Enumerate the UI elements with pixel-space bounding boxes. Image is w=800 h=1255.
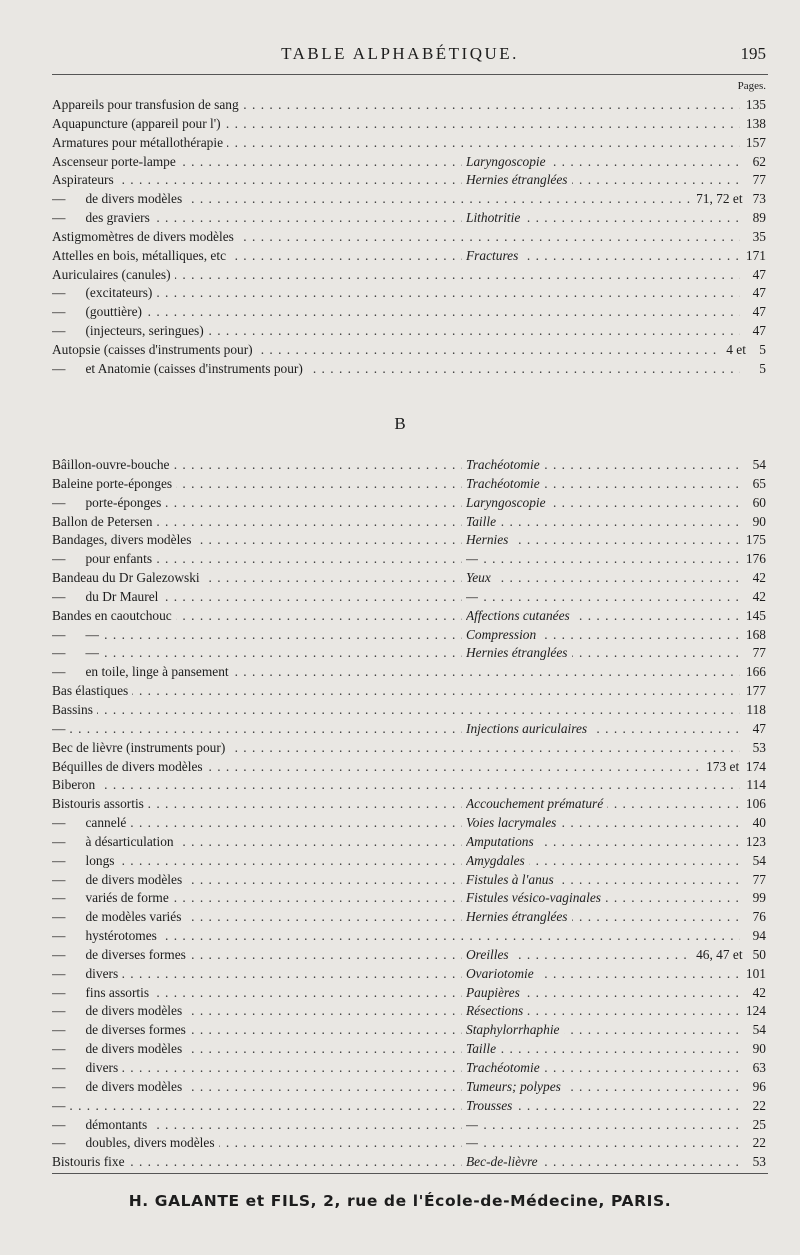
entry-pages: 47 (749, 284, 766, 303)
entry-term-text: Bandeau du Dr Galezowski (52, 570, 204, 585)
section-a-entries (0, 96, 800, 379)
entry-reference (466, 833, 740, 852)
entry-term-text: Autopsie (caisses d'instruments pour) (52, 342, 257, 357)
entry-pages: 54 (749, 1021, 766, 1040)
entry-term-text: — (excitateurs) (52, 285, 156, 300)
entry-term (52, 758, 740, 777)
entry-reference (466, 607, 740, 626)
entry-term-text: — (52, 1098, 69, 1113)
index-entry (0, 1021, 800, 1040)
entry-reference-text: Résections (466, 1003, 527, 1018)
entry-pages: 63 (749, 1059, 766, 1078)
entry-pages: 123 (742, 833, 766, 852)
entry-pages: 114 (742, 776, 766, 795)
entry-reference (466, 814, 740, 833)
index-entry (0, 1078, 800, 1097)
index-entry (0, 852, 800, 871)
entry-pages: 62 (749, 153, 766, 172)
entry-term (52, 1134, 462, 1153)
index-entry (0, 247, 800, 266)
index-entry (0, 569, 800, 588)
index-entry (0, 1059, 800, 1078)
entry-term-text: — (gouttière) (52, 304, 146, 319)
entry-reference-text: Paupières (466, 985, 524, 1000)
index-entry (0, 701, 800, 720)
entry-reference-text: Injections auriculaires (466, 721, 591, 736)
entry-reference (466, 626, 740, 645)
entry-term-text: — démontants (52, 1117, 151, 1132)
entry-term-text: Astigmomètres de divers modèles (52, 229, 238, 244)
entry-term (52, 814, 462, 833)
entry-pages: 47 (749, 322, 766, 341)
entry-term-text: — de diverses formes (52, 1022, 190, 1037)
entry-term-text: — — (52, 627, 103, 642)
index-entry (0, 984, 800, 1003)
entry-pages: 53 (749, 1153, 766, 1172)
entry-term-text: — hystérotomes (52, 928, 161, 943)
entry-pages: 171 (742, 247, 766, 266)
entry-reference-text: Taille (466, 1041, 500, 1056)
entry-term-text: Bec de lièvre (instruments pour) (52, 740, 229, 755)
entry-pages: 168 (742, 626, 766, 645)
entry-term (52, 1078, 462, 1097)
entry-term-text: — porte-éponges (52, 495, 165, 510)
entry-pages: 96 (749, 1078, 766, 1097)
header-rule (52, 74, 768, 75)
entry-term (52, 494, 462, 513)
entry-term-text: — doubles, divers modèles (52, 1135, 219, 1150)
entry-term (52, 720, 462, 739)
entry-pages: 42 (749, 588, 766, 607)
entry-term-text: — et Anatomie (caisses d'instruments pour) (52, 361, 307, 376)
index-entry (0, 550, 800, 569)
entry-term-text: — de modèles variés (52, 909, 185, 924)
index-entry (0, 776, 800, 795)
entry-pages: 4 et 5 (722, 341, 766, 360)
entry-pages: 42 (749, 984, 766, 1003)
entry-reference (466, 494, 740, 513)
entry-term-text: — de divers modèles (52, 1003, 186, 1018)
entry-reference-text: Voies lacrymales (466, 815, 560, 830)
entry-pages: 77 (749, 871, 766, 890)
index-entry (0, 171, 800, 190)
entry-reference-text: Laryngoscopie (466, 495, 550, 510)
index-entry (0, 795, 800, 814)
entry-reference (466, 247, 740, 266)
entry-pages: 54 (749, 456, 766, 475)
entry-term (52, 569, 462, 588)
entry-term-text: Bistouris assortis (52, 796, 148, 811)
entry-reference (466, 871, 740, 890)
entry-term (52, 209, 462, 228)
entry-term (52, 607, 462, 626)
entry-pages: 135 (742, 96, 766, 115)
entry-reference (466, 209, 740, 228)
entry-reference-text: Hernies étranglées (466, 645, 572, 660)
entry-term (52, 965, 462, 984)
index-entry (0, 1002, 800, 1021)
entry-reference-text: Amygdales (466, 853, 529, 868)
index-entry (0, 889, 800, 908)
entry-term (52, 663, 740, 682)
entry-term (52, 701, 740, 720)
entry-reference (466, 908, 740, 927)
entry-reference-text: Compression (466, 627, 540, 642)
entry-term (52, 776, 740, 795)
entry-reference (466, 171, 740, 190)
entry-term-text: Aspirateurs (52, 172, 118, 187)
entry-term (52, 284, 740, 303)
entry-pages: 101 (742, 965, 766, 984)
entry-term-text: Auriculaires (canules) (52, 267, 175, 282)
entry-term (52, 456, 462, 475)
entry-term-text: — — (52, 645, 103, 660)
index-entry (0, 190, 800, 209)
entry-term (52, 550, 462, 569)
entry-pages: 22 (749, 1097, 766, 1116)
index-entry (0, 626, 800, 645)
entry-term (52, 588, 462, 607)
index-entry (0, 322, 800, 341)
index-entry (0, 266, 800, 285)
entry-reference-text: Oreilles (466, 947, 513, 962)
entry-pages: 47 (749, 720, 766, 739)
index-entry (0, 153, 800, 172)
entry-reference-text: Fistules à l'anus (466, 872, 558, 887)
footer-rule (52, 1173, 768, 1174)
entry-term (52, 153, 462, 172)
entry-term (52, 1040, 462, 1059)
entry-term (52, 852, 462, 871)
entry-term-text: — fins assortis (52, 985, 153, 1000)
entry-term-text: Bassins (52, 702, 97, 717)
entry-reference-text: — (466, 551, 482, 566)
entry-term-text: — du Dr Maurel (52, 589, 162, 604)
entry-reference-text: Amputations (466, 834, 538, 849)
index-entry (0, 663, 800, 682)
entry-reference (466, 569, 740, 588)
entry-reference-text: Trousses (466, 1098, 516, 1113)
entry-reference-text: — (466, 1117, 482, 1132)
entry-pages: 46, 47 et 50 (692, 946, 766, 965)
entry-reference (466, 852, 740, 871)
entry-reference (466, 1116, 740, 1135)
index-entry (0, 739, 800, 758)
entry-term (52, 927, 740, 946)
index-entry (0, 758, 800, 777)
entry-reference-text: Bec-de-lièvre (466, 1154, 542, 1169)
entry-term-text: Bandes en caoutchouc (52, 608, 176, 623)
entry-term-text: Baleine porte-éponges (52, 476, 176, 491)
entry-pages: 173 et 174 (702, 758, 766, 777)
entry-term (52, 134, 740, 153)
index-entry (0, 531, 800, 550)
index-entry (0, 513, 800, 532)
entry-term-text: Aquapuncture (appareil pour l') (52, 116, 225, 131)
entry-pages: 177 (742, 682, 766, 701)
entry-reference-text: Tumeurs; polypes (466, 1079, 565, 1094)
entry-pages: 42 (749, 569, 766, 588)
entry-reference-text: Accouchement prématuré (466, 796, 607, 811)
index-entry (0, 134, 800, 153)
entry-reference (466, 965, 740, 984)
index-entry (0, 228, 800, 247)
footer-publisher: H. GALANTE et FILS, 2, rue de l'École-de-Médecine, PARIS. (128, 1192, 672, 1210)
entry-term (52, 266, 740, 285)
index-entry (0, 1134, 800, 1153)
entry-term-text: — en toile, linge à pansement (52, 664, 233, 679)
entry-reference-text: Yeux (466, 570, 495, 585)
entry-reference-text: Trachéotomie (466, 457, 544, 472)
page-header-title: TABLE ALPHABÉTIQUE. (281, 44, 519, 63)
entry-reference-text: Taille (466, 514, 500, 529)
entry-reference (466, 889, 740, 908)
entry-pages: 54 (749, 852, 766, 871)
entry-term-text: Armatures pour métallothérapie (52, 135, 227, 150)
entry-pages: 65 (749, 475, 766, 494)
index-entry (0, 1153, 800, 1172)
entry-term (52, 1116, 462, 1135)
section-letter-b: B (394, 414, 406, 433)
entry-pages: 77 (749, 644, 766, 663)
entry-pages: 60 (749, 494, 766, 513)
entry-term (52, 322, 740, 341)
entry-term-text: — de divers modèles (52, 1079, 186, 1094)
entry-term (52, 531, 462, 550)
entry-pages: 35 (749, 228, 766, 247)
entry-term-text: — divers (52, 1060, 122, 1075)
entry-term-text: — (injecteurs, seringues) (52, 323, 208, 338)
entry-term (52, 228, 740, 247)
entry-term (52, 303, 740, 322)
entry-pages: 145 (742, 607, 766, 626)
entry-term (52, 946, 462, 965)
entry-term (52, 1153, 462, 1172)
entry-term (52, 1097, 462, 1116)
entry-reference-text: — (466, 589, 482, 604)
entry-term (52, 475, 462, 494)
entry-pages: 71, 72 et 73 (692, 190, 766, 209)
entry-pages: 90 (749, 513, 766, 532)
entry-term-text: Béquilles de divers modèles (52, 759, 207, 774)
entry-term (52, 247, 462, 266)
index-entry (0, 908, 800, 927)
entry-term (52, 1002, 462, 1021)
index-entry (0, 1040, 800, 1059)
index-entry (0, 115, 800, 134)
entry-pages: 77 (749, 171, 766, 190)
index-entry (0, 284, 800, 303)
entry-term-text: — des graviers (52, 210, 154, 225)
entry-term (52, 984, 462, 1003)
entry-term (52, 908, 462, 927)
entry-reference (466, 1078, 740, 1097)
index-entry (0, 833, 800, 852)
index-entry (0, 360, 800, 379)
index-entry (0, 1116, 800, 1135)
entry-term-text: — longs (52, 853, 119, 868)
entry-term (52, 1021, 462, 1040)
entry-term-text: Biberon (52, 777, 99, 792)
entry-reference-text: Ovariotomie (466, 966, 538, 981)
index-entry (0, 946, 800, 965)
entry-pages: 25 (749, 1116, 766, 1135)
entry-term-text: — (52, 721, 69, 736)
entry-reference-text: Fistules vésico-vaginales (466, 890, 605, 905)
index-entry (0, 475, 800, 494)
entry-reference (466, 1134, 740, 1153)
entry-term (52, 190, 740, 209)
entry-reference-text: — (466, 1135, 482, 1150)
entry-pages: 47 (749, 266, 766, 285)
entry-reference-text: Trachéotomie (466, 476, 544, 491)
entry-term-text: Bandages, divers modèles (52, 532, 195, 547)
entry-reference-text: Hernies étranglées (466, 172, 572, 187)
entry-pages: 89 (749, 209, 766, 228)
index-entry (0, 1097, 800, 1116)
entry-pages: 47 (749, 303, 766, 322)
entry-reference-text: Laryngoscopie (466, 154, 550, 169)
entry-reference (466, 456, 740, 475)
entry-pages: 22 (749, 1134, 766, 1153)
entry-pages: 175 (742, 531, 766, 550)
entry-term (52, 115, 740, 134)
entry-pages: 5 (755, 360, 766, 379)
entry-term-text: Bâillon-ouvre-bouche (52, 457, 174, 472)
entry-reference (466, 644, 740, 663)
entry-term (52, 682, 740, 701)
entry-term (52, 1059, 462, 1078)
entry-pages: 106 (742, 795, 766, 814)
entry-pages: 40 (749, 814, 766, 833)
entry-reference (466, 1153, 740, 1172)
entry-term (52, 739, 740, 758)
entry-term (52, 360, 740, 379)
entry-reference-text: Hernies (466, 532, 512, 547)
index-entry (0, 682, 800, 701)
entry-reference (466, 550, 740, 569)
entry-term-text: Ascenseur porte-lampe (52, 154, 180, 169)
entry-term (52, 96, 740, 115)
entry-reference (466, 1059, 740, 1078)
entry-term-text: — de divers modèles (52, 1041, 186, 1056)
entry-pages: 176 (742, 550, 766, 569)
entry-reference (466, 1021, 740, 1040)
entry-term-text: — divers (52, 966, 122, 981)
index-entry (0, 814, 800, 833)
index-entry (0, 96, 800, 115)
entry-term-text: Bistouris fixe (52, 1154, 129, 1169)
entry-reference (466, 984, 740, 1003)
entry-term (52, 644, 462, 663)
entry-term (52, 795, 462, 814)
pages-column-label: Pages. (737, 80, 766, 92)
entry-pages: 118 (742, 701, 766, 720)
entry-reference (466, 1002, 740, 1021)
entry-term-text: — cannelé (52, 815, 130, 830)
entry-reference (466, 795, 740, 814)
entry-reference-text: Fractures (466, 248, 522, 263)
entry-reference (466, 153, 740, 172)
entry-term (52, 626, 462, 645)
index-entry (0, 588, 800, 607)
entry-term-text: — pour enfants (52, 551, 156, 566)
entry-term (52, 871, 462, 890)
entry-pages: 76 (749, 908, 766, 927)
index-entry (0, 927, 800, 946)
entry-term (52, 833, 462, 852)
entry-term (52, 171, 462, 190)
entry-term-text: — de diverses formes (52, 947, 190, 962)
entry-pages: 90 (749, 1040, 766, 1059)
entry-term (52, 513, 462, 532)
entry-term-text: — variés de forme (52, 890, 173, 905)
entry-term-text: Appareils pour transfusion de sang (52, 97, 243, 112)
entry-reference-text: Trachéotomie (466, 1060, 544, 1075)
entry-term-text: — de divers modèles (52, 872, 186, 887)
section-b-entries (0, 456, 800, 1172)
index-entry (0, 965, 800, 984)
entry-pages: 94 (749, 927, 766, 946)
index-entry (0, 209, 800, 228)
entry-term-text: — de divers modèles (52, 191, 186, 206)
index-entry (0, 494, 800, 513)
entry-term-text: Bas élastiques (52, 683, 132, 698)
entry-reference (466, 1040, 740, 1059)
entry-pages: 124 (742, 1002, 766, 1021)
entry-reference-text: Staphylorrhaphie (466, 1022, 564, 1037)
entry-pages: 138 (742, 115, 766, 134)
entry-reference-text: Lithotritie (466, 210, 524, 225)
entry-pages: 53 (749, 739, 766, 758)
entry-term (52, 889, 462, 908)
entry-reference (466, 1097, 740, 1116)
entry-reference (466, 531, 740, 550)
entry-reference (466, 720, 740, 739)
index-entry (0, 607, 800, 626)
entry-term-text: Attelles en bois, métalliques, etc (52, 248, 230, 263)
index-entry (0, 871, 800, 890)
entry-reference (466, 475, 740, 494)
entry-reference (466, 588, 740, 607)
entry-pages: 157 (742, 134, 766, 153)
entry-reference-text: Hernies étranglées (466, 909, 572, 924)
index-entry (0, 644, 800, 663)
index-entry (0, 303, 800, 322)
index-entry (0, 720, 800, 739)
index-entry (0, 456, 800, 475)
entry-pages: 99 (749, 889, 766, 908)
entry-pages: 166 (742, 663, 766, 682)
entry-term-text: Ballon de Petersen (52, 514, 156, 529)
entry-reference-text: Affections cutanées (466, 608, 574, 623)
entry-reference (466, 513, 740, 532)
index-entry (0, 341, 800, 360)
entry-term-text: — à désarticulation (52, 834, 178, 849)
entry-term (52, 341, 740, 360)
page-number: 195 (740, 44, 766, 63)
